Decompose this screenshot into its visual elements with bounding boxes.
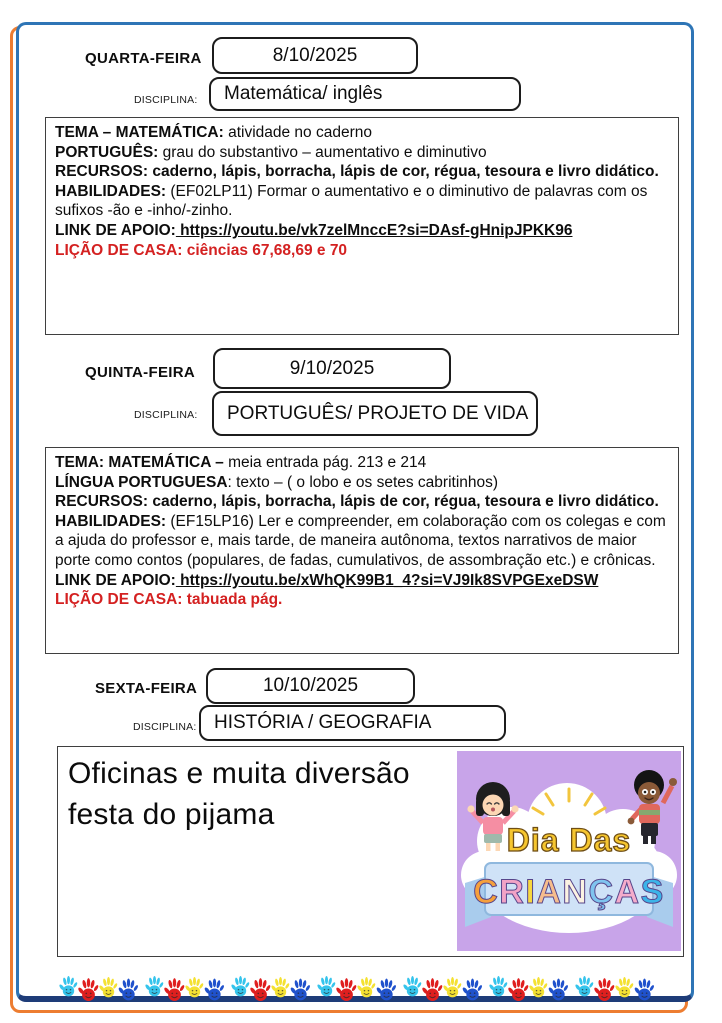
handprint-icon	[317, 974, 336, 999]
date-field-quinta[interactable]	[213, 348, 451, 389]
content-line: LÍNGUA PORTUGUESA: texto – ( o lobo e os setes cabritinhos)	[55, 473, 499, 491]
activity-text: Oficinas e muita diversão festa do pijama	[68, 757, 410, 831]
handprint-icon	[489, 974, 508, 999]
content-line: HABILIDADES: (EF02LP11) Formar o aumentativo e o diminutivo de palavras com os sufixos -ão e -inho/-zinho.	[55, 182, 648, 220]
handprint-icon	[336, 976, 357, 1004]
content-line: TEMA: MATEMÁTICA – meia entrada pág. 213 e 214	[55, 454, 427, 471]
handprint-icon	[164, 976, 185, 1004]
content-line: TEMA – MATEMÁTICA: atividade no caderno	[55, 124, 372, 141]
support-link: https://youtu.be/xWhQK99B1_4?si=VJ9Ik8SVPGExeDSW	[175, 571, 599, 589]
support-link-line[interactable]: LINK DE APOIO: https://youtu.be/vk7zelMnccE?si=DAsf-gHnipJPKK96	[55, 221, 573, 239]
handprint-icon	[403, 974, 422, 999]
handprint-icon	[271, 975, 290, 1000]
handprint-icon	[99, 975, 118, 1000]
support-link-line[interactable]: LINK DE APOIO: https://youtu.be/xWhQK99B1_4?si=VJ9Ik8SVPGExeDSW	[55, 571, 599, 589]
discipline-field-quarta[interactable]	[209, 77, 521, 111]
handprint-icon	[250, 976, 271, 1004]
handprint-icon	[575, 974, 594, 999]
date-value: 9/10/2025	[289, 357, 375, 379]
content-line: RECURSOS: caderno, lápis, borracha, lápis de cor, régua, tesoura e livro didático.	[55, 163, 659, 181]
dia-das-criancas-image	[457, 751, 681, 951]
handprint-icon	[78, 976, 99, 1004]
date-value: 8/10/2025	[272, 44, 358, 66]
handprint-icon	[422, 976, 443, 1004]
day-label-sexta: SEXTA-FEIRA	[95, 680, 198, 697]
handprint-icon	[529, 975, 548, 1000]
handprint-icon	[357, 975, 376, 1000]
handprints-border	[40, 974, 680, 1016]
discipline-value: PORTUGUÊS/ PROJETO DE VIDA	[227, 402, 529, 424]
handprint-icon	[231, 974, 250, 999]
handprint-icon	[508, 976, 529, 1004]
content-line: HABILIDADES: (EF15LP16) Ler e compreender, em colaboração com os colegas e com a ajuda do professor e, mais tarde, de maneira autônoma, textos narrativos de maior porte como contos (populares, de fadas, cumulativos, de assombração etc.) e crônicas.	[55, 512, 666, 569]
day-label-quarta: QUARTA-FEIRA	[85, 50, 202, 67]
handprint-icon	[59, 974, 78, 999]
discipline-field-quinta[interactable]	[212, 391, 538, 436]
content-line: RECURSOS: caderno, lápis, borracha, lápis de cor, régua, tesoura e livro didático.	[55, 493, 659, 511]
content-box-quinta	[45, 447, 679, 654]
handprint-icon	[290, 976, 311, 1003]
handprint-icon	[594, 976, 615, 1004]
discipline-value: HISTÓRIA / GEOGRAFIA	[214, 712, 432, 733]
handprint-icon	[548, 976, 569, 1003]
handprint-icon	[118, 976, 139, 1003]
homework-line: LIÇÃO DE CASA: tabuada pág.	[55, 591, 283, 609]
content-box-quarta	[45, 117, 679, 335]
handprint-icon	[615, 975, 634, 1000]
homework-line: LIÇÃO DE CASA: ciências 67,68,69 e 70	[55, 241, 348, 259]
handprint-icon	[462, 976, 483, 1003]
dia-das-title: Dia Das	[506, 822, 632, 858]
discipline-label: DISCIPLINA:	[134, 409, 198, 421]
handprint-icon	[185, 975, 204, 1000]
discipline-field-sexta[interactable]	[199, 705, 506, 741]
date-field-quarta[interactable]	[212, 37, 418, 74]
content-line: PORTUGUÊS: grau do substantivo – aumentativo e diminutivo	[55, 143, 487, 161]
day-label-quinta: QUINTA-FEIRA	[85, 364, 195, 381]
date-field-sexta[interactable]	[206, 668, 415, 704]
handprint-icon	[204, 976, 225, 1003]
criancas-title: CRIANÇAS	[473, 873, 665, 911]
discipline-label: DISCIPLINA:	[134, 94, 198, 106]
discipline-value: Matemática/ inglês	[224, 83, 383, 104]
handprint-icon	[634, 976, 655, 1003]
content-box-sexta	[57, 746, 684, 957]
handprint-icon	[145, 974, 164, 999]
handprint-icon	[443, 975, 462, 1000]
date-value: 10/10/2025	[262, 675, 359, 696]
handprint-icon	[376, 976, 397, 1003]
support-link: https://youtu.be/vk7zelMnccE?si=DAsf-gHnipJPKK96	[175, 221, 573, 239]
discipline-label: DISCIPLINA:	[133, 721, 197, 733]
